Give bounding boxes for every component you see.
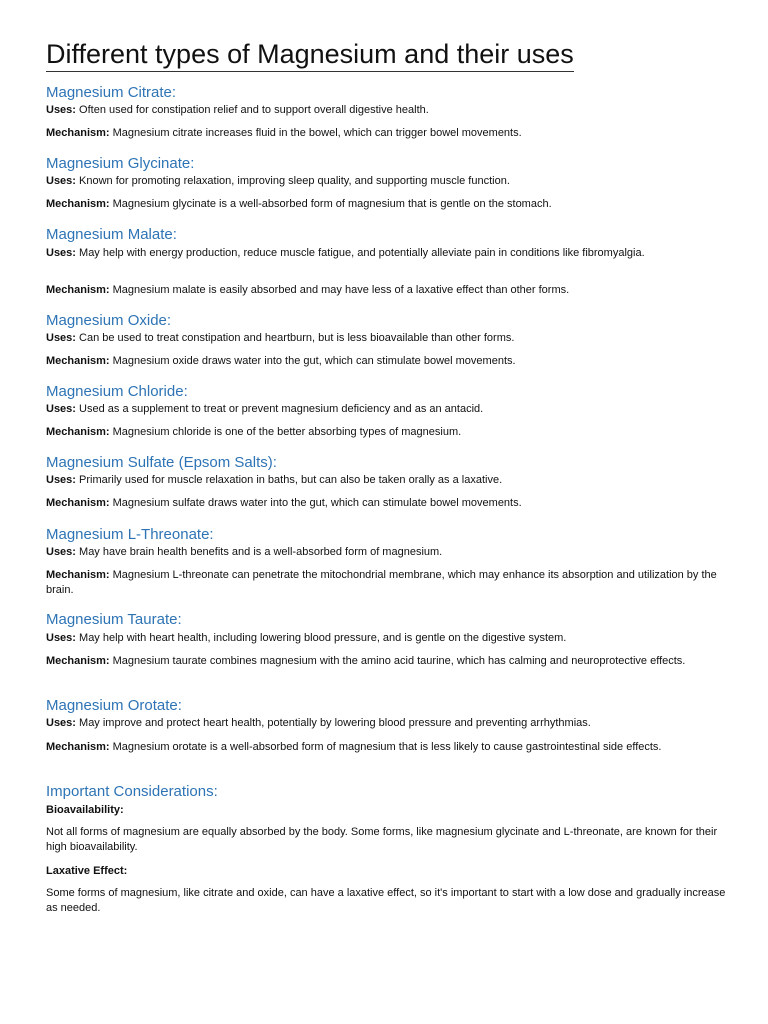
uses-text-sulfate	[46, 473, 726, 488]
uses-label: Uses:	[46, 175, 76, 187]
section-heading-glycinate: Magnesium Glycinate:	[46, 155, 195, 172]
mechanism-text-taurate	[46, 654, 726, 669]
section-heading-malate: Magnesium Malate:	[46, 226, 177, 243]
bioavailability-label: Bioavailability:	[46, 804, 124, 816]
mechanism-label: Mechanism:	[46, 198, 110, 210]
mechanism-value: Magnesium sulfate draws water into the gut, which can stimulate bowel movements.	[112, 497, 522, 509]
mechanism-label: Mechanism:	[46, 497, 110, 509]
uses-value: Primarily used for muscle relaxation in baths, but can also be taken orally as a laxative.	[79, 474, 503, 486]
uses-text-l-threonate	[46, 545, 726, 560]
mechanism-value: Magnesium oxide draws water into the gut, which can stimulate bowel movements.	[112, 355, 516, 367]
mechanism-text-oxide	[46, 354, 726, 369]
uses-value: May help with energy production, reduce muscle fatigue, and potentially alleviate pain in conditions like fibromyalgia.	[79, 247, 645, 259]
uses-value: Known for promoting relaxation, improving sleep quality, and supporting muscle function.	[79, 175, 510, 187]
uses-value: Can be used to treat constipation and heartburn, but is less bioavailable than other forms.	[79, 332, 515, 344]
mechanism-text-sulfate	[46, 496, 726, 511]
uses-value: Often used for constipation relief and to support overall digestive health.	[79, 104, 429, 116]
mechanism-label: Mechanism:	[46, 569, 110, 581]
uses-value: May have brain health benefits and is a well-absorbed form of magnesium.	[79, 546, 443, 558]
uses-label: Uses:	[46, 632, 76, 644]
uses-text-malate	[46, 246, 726, 261]
section-heading-sulfate: Magnesium Sulfate (Epsom Salts):	[46, 454, 277, 471]
mechanism-text-citrate	[46, 126, 726, 141]
section-heading-chloride: Magnesium Chloride:	[46, 383, 188, 400]
uses-label: Uses:	[46, 104, 76, 116]
mechanism-value: Magnesium L-threonate can penetrate the mitochondrial membrane, which may enhance its absorption and utilization by the brain.	[46, 569, 717, 596]
uses-value: May improve and protect heart health, potentially by lowering blood pressure and preventing arrhythmias.	[79, 717, 591, 729]
mechanism-value: Magnesium chloride is one of the better absorbing types of magnesium.	[112, 426, 462, 438]
section-heading-oxide: Magnesium Oxide:	[46, 312, 172, 329]
mechanism-label: Mechanism:	[46, 426, 110, 438]
section-heading-considerations: Important Considerations:	[46, 783, 218, 800]
uses-label: Uses:	[46, 403, 76, 415]
mechanism-value: Magnesium orotate is a well-absorbed form of magnesium that is less likely to cause gastrointestinal side effects.	[112, 741, 662, 753]
uses-label: Uses:	[46, 247, 76, 259]
uses-text-oxide	[46, 331, 726, 346]
laxative-effect-label: Laxative Effect:	[46, 865, 128, 877]
mechanism-value: Magnesium taurate combines magnesium with the amino acid taurine, which has calming and neuroprotective effects.	[112, 655, 686, 667]
section-heading-citrate: Magnesium Citrate:	[46, 84, 177, 101]
mechanism-text-chloride	[46, 425, 726, 440]
laxative-effect-text: Some forms of magnesium, like citrate and oxide, can have a laxative effect, so it's important to start with a low dose and gradually increase as needed.	[46, 887, 726, 914]
uses-label: Uses:	[46, 546, 76, 558]
mechanism-label: Mechanism:	[46, 127, 110, 139]
uses-value: Used as a supplement to treat or prevent magnesium deficiency and as an antacid.	[79, 403, 484, 415]
section-heading-orotate: Magnesium Orotate:	[46, 697, 182, 714]
mechanism-text-malate	[46, 283, 726, 298]
mechanism-value: Magnesium glycinate is a well-absorbed form of magnesium that is gentle on the stomach.	[112, 198, 552, 210]
mechanism-label: Mechanism:	[46, 355, 110, 367]
mechanism-label: Mechanism:	[46, 284, 110, 296]
mechanism-label: Mechanism:	[46, 741, 110, 753]
section-heading-l-threonate: Magnesium L-Threonate:	[46, 526, 214, 543]
uses-text-orotate	[46, 716, 726, 731]
page-title: Different types of Magnesium and their uses	[46, 38, 574, 72]
mechanism-label: Mechanism:	[46, 655, 110, 667]
uses-text-taurate	[46, 631, 726, 646]
uses-value: May help with heart health, including lowering blood pressure, and is gentle on the digestive system.	[79, 632, 567, 644]
bioavailability-text: Not all forms of magnesium are equally absorbed by the body. Some forms, like magnesium glycinate and L-threonate, are known for their high bioavailability.	[46, 826, 718, 853]
uses-label: Uses:	[46, 332, 76, 344]
mechanism-value: Magnesium citrate increases fluid in the bowel, which can trigger bowel movements.	[112, 127, 522, 139]
mechanism-text-l-threonate	[46, 568, 726, 598]
mechanism-text-glycinate	[46, 197, 726, 212]
uses-label: Uses:	[46, 717, 76, 729]
uses-text-citrate	[46, 103, 726, 118]
uses-text-glycinate	[46, 174, 726, 189]
uses-text-chloride	[46, 402, 726, 417]
mechanism-value: Magnesium malate is easily absorbed and may have less of a laxative effect than other forms.	[112, 284, 570, 296]
section-heading-taurate: Magnesium Taurate:	[46, 611, 182, 628]
uses-label: Uses:	[46, 474, 76, 486]
mechanism-text-orotate	[46, 740, 726, 755]
